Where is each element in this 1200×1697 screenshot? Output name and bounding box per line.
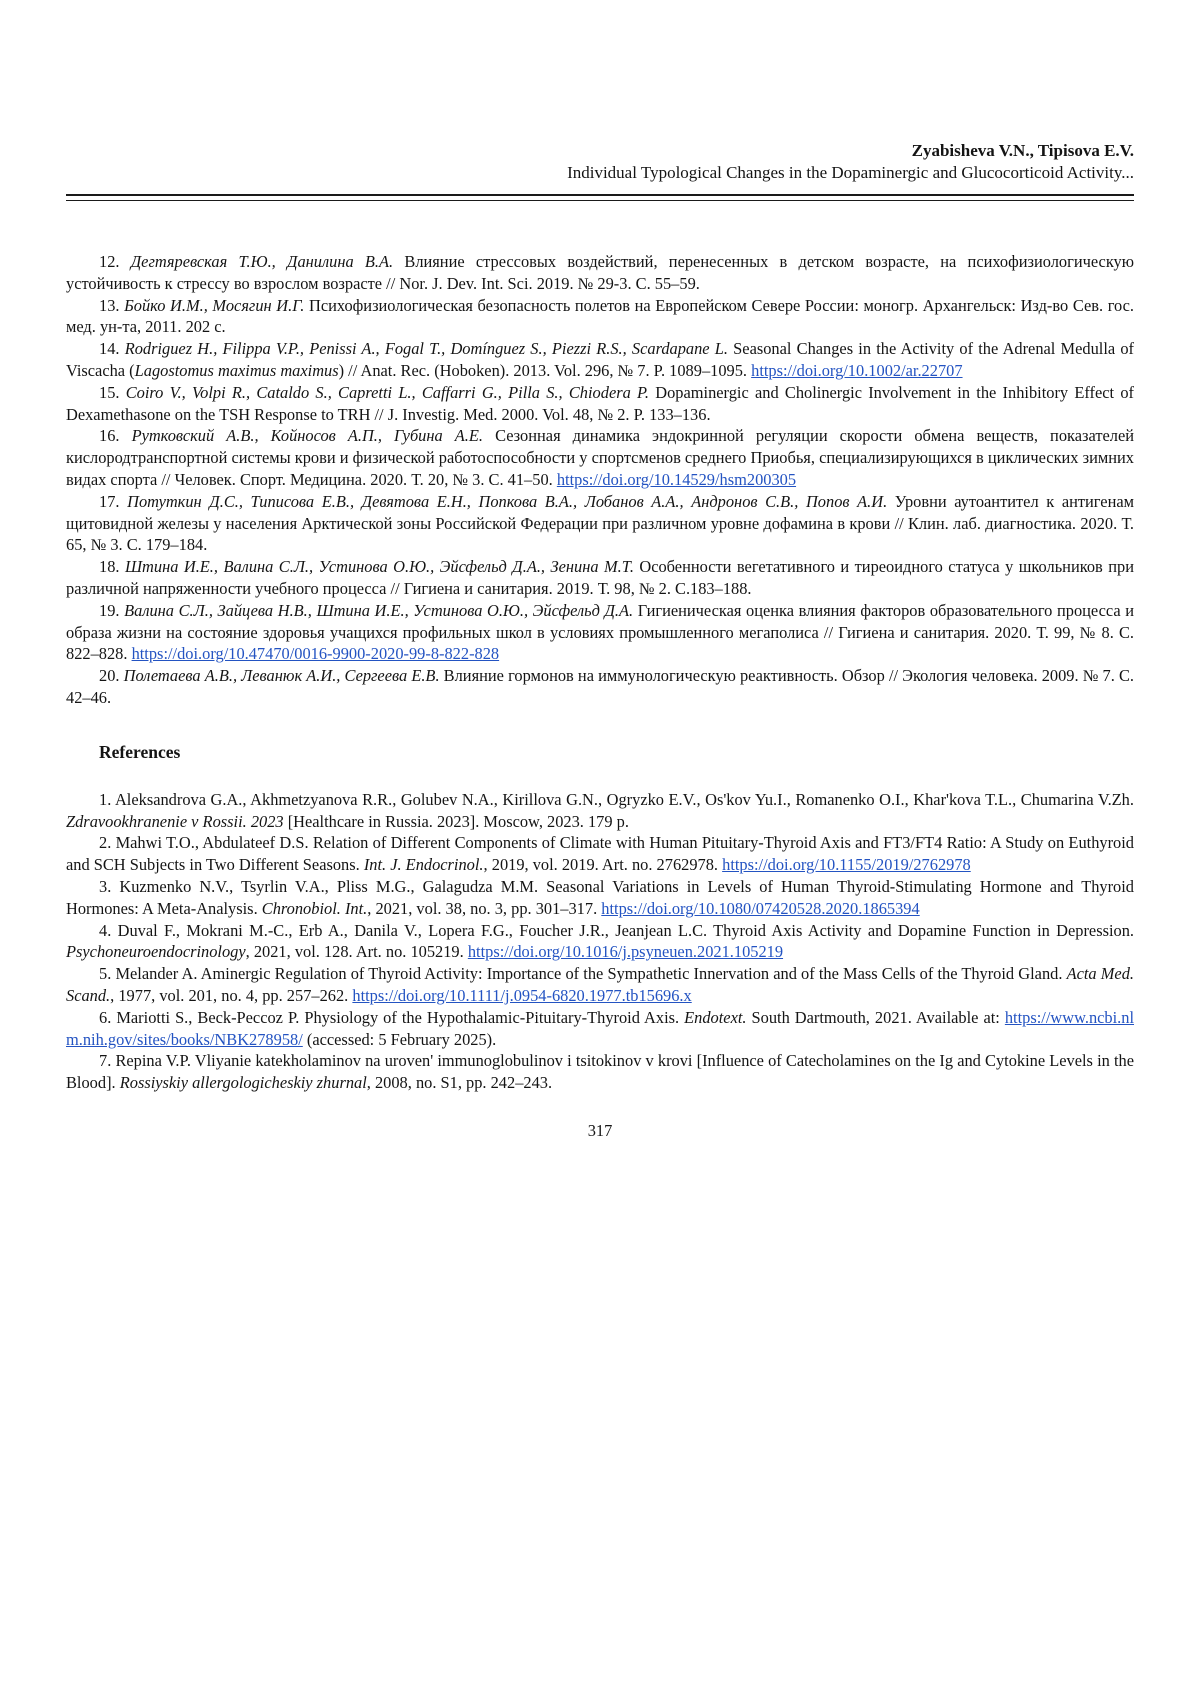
reference-text: Влияние гормонов на иммунологическую реактивность. Обзор // Экология человека. 2009. № 7. С. 42–46.: [66, 666, 1134, 707]
reference-authors-or-source: Штина И.Е., Валина С.Л., Устинова О.Ю., Эйсфельд Д.А., Зенина М.Т.: [124, 557, 634, 577]
reference-number: 4.: [99, 920, 118, 940]
reference-text: Mariotti S., Beck-Peccoz P. Physiology of the Hypothalamic-Pituitary-Thyroid Axis.: [116, 1007, 685, 1027]
reference-authors-or-source: Rodriguez H., Filippa V.P., Penissi A., Fogal T., Domínguez S., Piezzi R.S., Scardapane L.: [124, 339, 728, 359]
reference-text: Aleksandrova G.A., Akhmetzyanova R.R., Golubev N.A., Kirillova G.N., Ogryzko E.V., Os'kov Yu.I., Romanenko O.I., Khar'kova T.L., Chumarina V.Zh.: [114, 789, 1134, 809]
reference-authors-or-source: Rossiyskiy allergologicheskiy zhurnal: [119, 1073, 367, 1093]
header-authors: Zyabisheva V.N., Tipisova E.V.: [911, 141, 1134, 160]
reference-item: [66, 556, 1134, 600]
reference-authors-or-source: Потуткин Д.С., Типисова Е.В., Девятова Е.Н., Попкова В.А., Лобанов А.А., Андронов С.В., Попов А.И.: [127, 491, 888, 511]
header-double-rule: [66, 194, 1134, 201]
reference-text: Гигиеническая оценка влияния факторов образовательного процесса и образа жизни на состояние здоровья учащихся профильных школ в условиях промышленного мегаполиса // Гигиена и санитария. 2020. Т. 99, № 8. С. 822–828.: [66, 600, 1135, 664]
reference-text: Особенности вегетативного и тиреоидного статуса у школьников при различной напряженности учебного процесса // Гигиена и санитария. 2019. Т. 98, № 2. С.183–188.: [66, 557, 1134, 598]
reference-authors-or-source: Zdravookhranenie v Rossii. 2023: [66, 811, 284, 831]
reference-number: 17.: [99, 491, 128, 511]
reference-number: 1.: [99, 789, 115, 809]
references-en-list: [66, 789, 1134, 1094]
reference-text: Сезонная динамика эндокринной регуляции скорости обмена веществ, показателей кислородтранспортной системы крови и физической работоспособности у спортсменов среднего Приобья, специализирующихся в циклических зимних видах спорта // Человек. Спорт. Медицина. 2020. Т. 20, № 3. С. 41–50.: [66, 426, 1134, 489]
references-ru-list: [66, 251, 1134, 709]
reference-number: 6.: [99, 1007, 117, 1027]
reference-text: ) // Anat. Rec. (Hoboken). 2013. Vol. 296, № 7. P. 1089–1095.: [338, 360, 752, 380]
reference-number: 13.: [99, 295, 125, 315]
reference-item: [66, 963, 1134, 1007]
reference-text: Психофизиологическая безопасность полетов на Европейском Севере России: моногр. Архангельск: Изд-во Сев. гос. мед. ун-та, 2011. 202 с.: [66, 295, 1134, 337]
reference-text: (accessed: 5 February 2025).: [302, 1029, 497, 1049]
reference-authors-or-source: Валина С.Л., Зайцева Н.В., Штина И.Е., Устинова О.Ю., Эйсфельд Д.А.: [124, 600, 634, 620]
reference-text: , 2019, vol. 2019. Art. no. 2762978.: [483, 855, 723, 875]
reference-text: Duval F., Mokrani M.-C., Erb A., Danila V., Lopera F.G., Foucher J.R., Jeanjean L.C. Thyroid Axis Activity and Dopamine Function in Depression.: [117, 920, 1135, 940]
reference-item: [66, 665, 1134, 709]
reference-text: Mahwi T.O., Abdulateef D.S. Relation of Different Components of Climate with Human Pituitary-Thyroid Axis and FT3/FT4 Ratio: A Study on Euthyroid and SCH Subjects in Two Different Seasons.: [66, 833, 1134, 875]
doi-link[interactable]: https://doi.org/10.1080/07420528.2020.1865394: [601, 898, 920, 918]
reference-authors-or-source: Дегтяревская Т.Ю., Данилина В.А.: [130, 252, 394, 271]
reference-item: [66, 382, 1134, 426]
reference-number: 20.: [99, 666, 124, 686]
doi-link[interactable]: https://doi.org/10.1016/j.psyneuen.2021.105219: [467, 942, 784, 962]
reference-text: Влияние стрессовых воздействий, перенесенных в детском возрасте, на психофизиологическую устойчивость к стрессу во взрослом возрасте // Nor. J. Dev. Int. Sci. 2019. № 29-3. С. 55–59.: [66, 252, 1134, 293]
reference-item: [66, 832, 1134, 876]
reference-text: , 1977, vol. 201, no. 4, pp. 257–262.: [110, 985, 353, 1005]
reference-number: 12.: [99, 252, 131, 271]
reference-number: 3.: [99, 876, 120, 896]
page-number: 317: [587, 1120, 613, 1140]
reference-item: [66, 491, 1134, 556]
reference-number: 2.: [99, 833, 116, 853]
reference-item: [66, 251, 1134, 295]
reference-authors-or-source: Lagostomus maximus maximus: [134, 360, 339, 380]
reference-number: 5.: [99, 964, 116, 984]
reference-text: Dopaminergic and Cholinergic Involvement in the Inhibitory Effect of Dexamethasone on the TSH Response to TRH // J. Investig. Med. 2000. Vol. 48, № 2. P. 133–136.: [66, 382, 1134, 424]
doi-link[interactable]: https://doi.org/10.14529/hsm200305: [556, 469, 797, 489]
reference-authors-or-source: Coiro V., Volpi R., Cataldo S., Capretti L., Caffarri G., Pilla S., Chiodera P.: [125, 382, 650, 402]
reference-item: [66, 1050, 1134, 1094]
reference-text: , 2021, vol. 128. Art. no. 105219.: [245, 942, 468, 962]
reference-text: Kuzmenko N.V., Tsyrlin V.A., Pliss M.G., Galagudza M.M. Seasonal Variations in Levels of Human Thyroid-Stimulating Hormone and Thyroid Hormones: A Meta-Analysis.: [66, 876, 1135, 918]
reference-authors-or-source: Рутковский А.В., Койносов А.П., Губина А.Е.: [131, 426, 483, 446]
reference-authors-or-source: Int. J. Endocrinol.: [363, 855, 484, 875]
reference-text: Repina V.P. Vliyanie katekholaminov na uroven' immunoglobulinov i tsitokinov v krovi [Influence of Catecholamines on the Ig and Cytokine Levels in the Blood].: [66, 1051, 1134, 1093]
reference-text: , 2008, no. S1, pp. 242–243.: [366, 1073, 553, 1093]
reference-authors-or-source: Полетаева А.В., Леванюк А.И., Сергеева Е.В.: [123, 666, 440, 686]
doi-link[interactable]: https://doi.org/10.1111/j.0954-6820.1977.tb15696.x: [352, 985, 692, 1005]
reference-item: [66, 920, 1134, 964]
reference-item: [66, 876, 1134, 920]
doi-link[interactable]: https://doi.org/10.1002/ar.22707: [751, 360, 963, 380]
reference-authors-or-source: Acta Med. Scand.: [66, 964, 1135, 1005]
reference-authors-or-source: Psychoneuroendocrinology: [66, 942, 246, 962]
reference-item: [66, 338, 1134, 382]
reference-item: [66, 425, 1134, 490]
reference-authors-or-source: Бойко И.М., Мосягин И.Г.: [124, 295, 305, 315]
reference-text: [Healthcare in Russia. 2023]. Moscow, 2023. 179 p.: [283, 811, 629, 831]
reference-text: Seasonal Changes in the Activity of the Adrenal Medulla of Viscacha (: [66, 339, 1135, 380]
reference-number: 7.: [99, 1051, 116, 1071]
reference-text: Melander A. Aminergic Regulation of Thyroid Activity: Importance of the Sympathetic Innervation and of the Mass Cells of the Thyroid Gland.: [115, 964, 1067, 984]
reference-item: [66, 295, 1134, 339]
doi-link[interactable]: https://doi.org/10.47470/0016-9900-2020-99-8-822-828: [131, 644, 500, 664]
reference-number: 19.: [99, 600, 125, 620]
reference-item: [66, 789, 1134, 833]
reference-item: [66, 1007, 1134, 1051]
reference-text: South Dartmouth, 2021. Available at:: [746, 1007, 1005, 1027]
doi-link[interactable]: https://www.ncbi.nlm.nih.gov/sites/books/NBK278958/: [66, 1007, 1135, 1049]
doi-link[interactable]: https://doi.org/10.1155/2019/2762978: [722, 855, 971, 875]
reference-text: , 2021, vol. 38, no. 3, pp. 301–317.: [367, 898, 602, 918]
header-running-title: Individual Typological Changes in the Dopaminergic and Glucocorticoid Activity...: [567, 163, 1134, 182]
reference-number: 14.: [99, 339, 125, 359]
reference-authors-or-source: Endotext.: [684, 1007, 747, 1027]
reference-authors-or-source: Chronobiol. Int.: [261, 898, 368, 918]
reference-text: Уровни аутоантител к антигенам щитовидной железы у населения Арктической зоны Российской Федерации при различном уровне дофамина в крови // Клин. лаб. диагностика. 2020. Т. 65, № 3. С. 179–184.: [66, 491, 1134, 555]
reference-number: 15.: [99, 382, 126, 402]
references-heading: References: [99, 741, 181, 762]
page-header: [66, 0, 1134, 184]
reference-number: 16.: [99, 426, 132, 446]
reference-item: [66, 600, 1134, 665]
reference-number: 18.: [99, 557, 125, 577]
